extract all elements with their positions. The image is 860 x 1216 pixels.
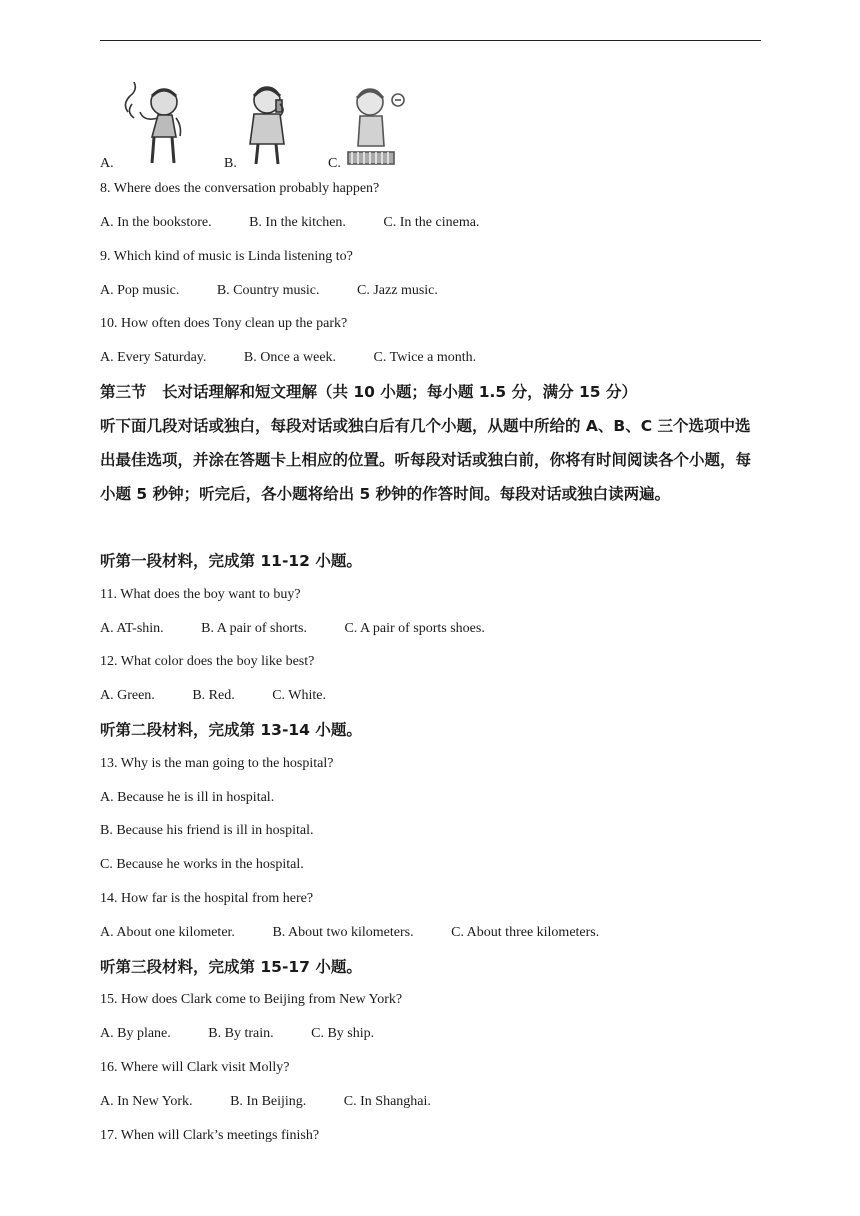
option-c: C. White. <box>272 688 326 703</box>
option-a: A. Every Saturday. <box>100 350 207 365</box>
option-b: B. In the kitchen. <box>249 215 346 230</box>
option-13-b: B. Because his friend is ill in hospital. <box>100 823 314 838</box>
options-15 <box>100 1026 374 1042</box>
options-11 <box>100 621 485 637</box>
options-9 <box>100 283 438 299</box>
option-a: A. In New York. <box>100 1094 193 1109</box>
section-3-title: 第三节 长对话理解和短文理解（共 10 小题；每小题 1.5 分，满分 15 分） <box>100 383 637 401</box>
question-11: 11. What does the boy want to buy? <box>100 587 301 602</box>
options-10 <box>100 350 476 366</box>
part-3-heading: 听第三段材料，完成第 15-17 小题。 <box>100 958 362 976</box>
option-a: A. About one kilometer. <box>100 925 235 940</box>
option-c: C. In the cinema. <box>383 215 480 230</box>
option-c: C. A pair of sports shoes. <box>344 621 485 636</box>
option-a: A. Green. <box>100 688 155 703</box>
option-13-a: A. Because he is ill in hospital. <box>100 790 275 805</box>
question-15: 15. How does Clark come to Beijing from New York? <box>100 992 403 1007</box>
question-9: 9. Which kind of music is Linda listening to? <box>100 249 353 264</box>
picture-b-label: B. <box>224 156 237 171</box>
question-10: 10. How often does Tony clean up the park? <box>100 316 348 331</box>
question-13: 13. Why is the man going to the hospital? <box>100 756 334 771</box>
option-a: A. In the bookstore. <box>100 215 212 230</box>
option-b: B. A pair of shorts. <box>201 621 307 636</box>
man-smoking-icon <box>120 82 190 170</box>
option-a: A. Pop music. <box>100 283 180 298</box>
question-8: 8. Where does the conversation probably happen? <box>100 181 380 196</box>
picture-a-label: A. <box>100 156 114 171</box>
header-rule <box>100 40 761 41</box>
boy-piano-icon <box>346 82 410 170</box>
option-b: B. By train. <box>208 1026 274 1041</box>
option-b: B. Country music. <box>216 283 320 298</box>
question-16: 16. Where will Clark visit Molly? <box>100 1060 290 1075</box>
picture-options <box>100 82 420 172</box>
option-b: B. Once a week. <box>243 350 337 365</box>
picture-c-label: C. <box>328 156 341 171</box>
option-a: A. By plane. <box>100 1026 171 1041</box>
options-16 <box>100 1094 431 1110</box>
option-c: C. About three kilometers. <box>451 925 600 940</box>
part-1-heading: 听第一段材料，完成第 11-12 小题。 <box>100 552 362 570</box>
question-17: 17. When will Clark’s meetings finish? <box>100 1128 320 1143</box>
option-b: B. About two kilometers. <box>272 925 414 940</box>
option-c: C. Jazz music. <box>357 283 438 298</box>
part-2-heading: 听第二段材料，完成第 13-14 小题。 <box>100 721 362 739</box>
question-12: 12. What color does the boy like best? <box>100 654 315 669</box>
question-14: 14. How far is the hospital from here? <box>100 891 314 906</box>
option-b: B. Red. <box>192 688 235 703</box>
options-14 <box>100 925 599 941</box>
option-a: A. AT-shin. <box>100 621 164 636</box>
option-c: C. Twice a month. <box>373 350 477 365</box>
option-c: C. In Shanghai. <box>343 1094 431 1109</box>
option-13-c: C. Because he works in the hospital. <box>100 857 304 872</box>
option-b: B. In Beijing. <box>230 1094 307 1109</box>
section-3-instructions: 听下面几段对话或独白，每段对话或独白后有几个小题，从题中所给的 A、B、C 三个选项中选出最佳选项，并涂在答题卡上相应的位置。听每段对话或独白前，你将有时间阅读各个小题，每小题 5 秒钟；听完后，各小题将给出 5 秒钟的作答时间。每段对话或独白读两遍。 <box>100 417 752 503</box>
boy-phone-icon <box>240 82 296 170</box>
options-8 <box>100 215 479 231</box>
option-c: C. By ship. <box>311 1026 375 1041</box>
options-12 <box>100 688 326 704</box>
